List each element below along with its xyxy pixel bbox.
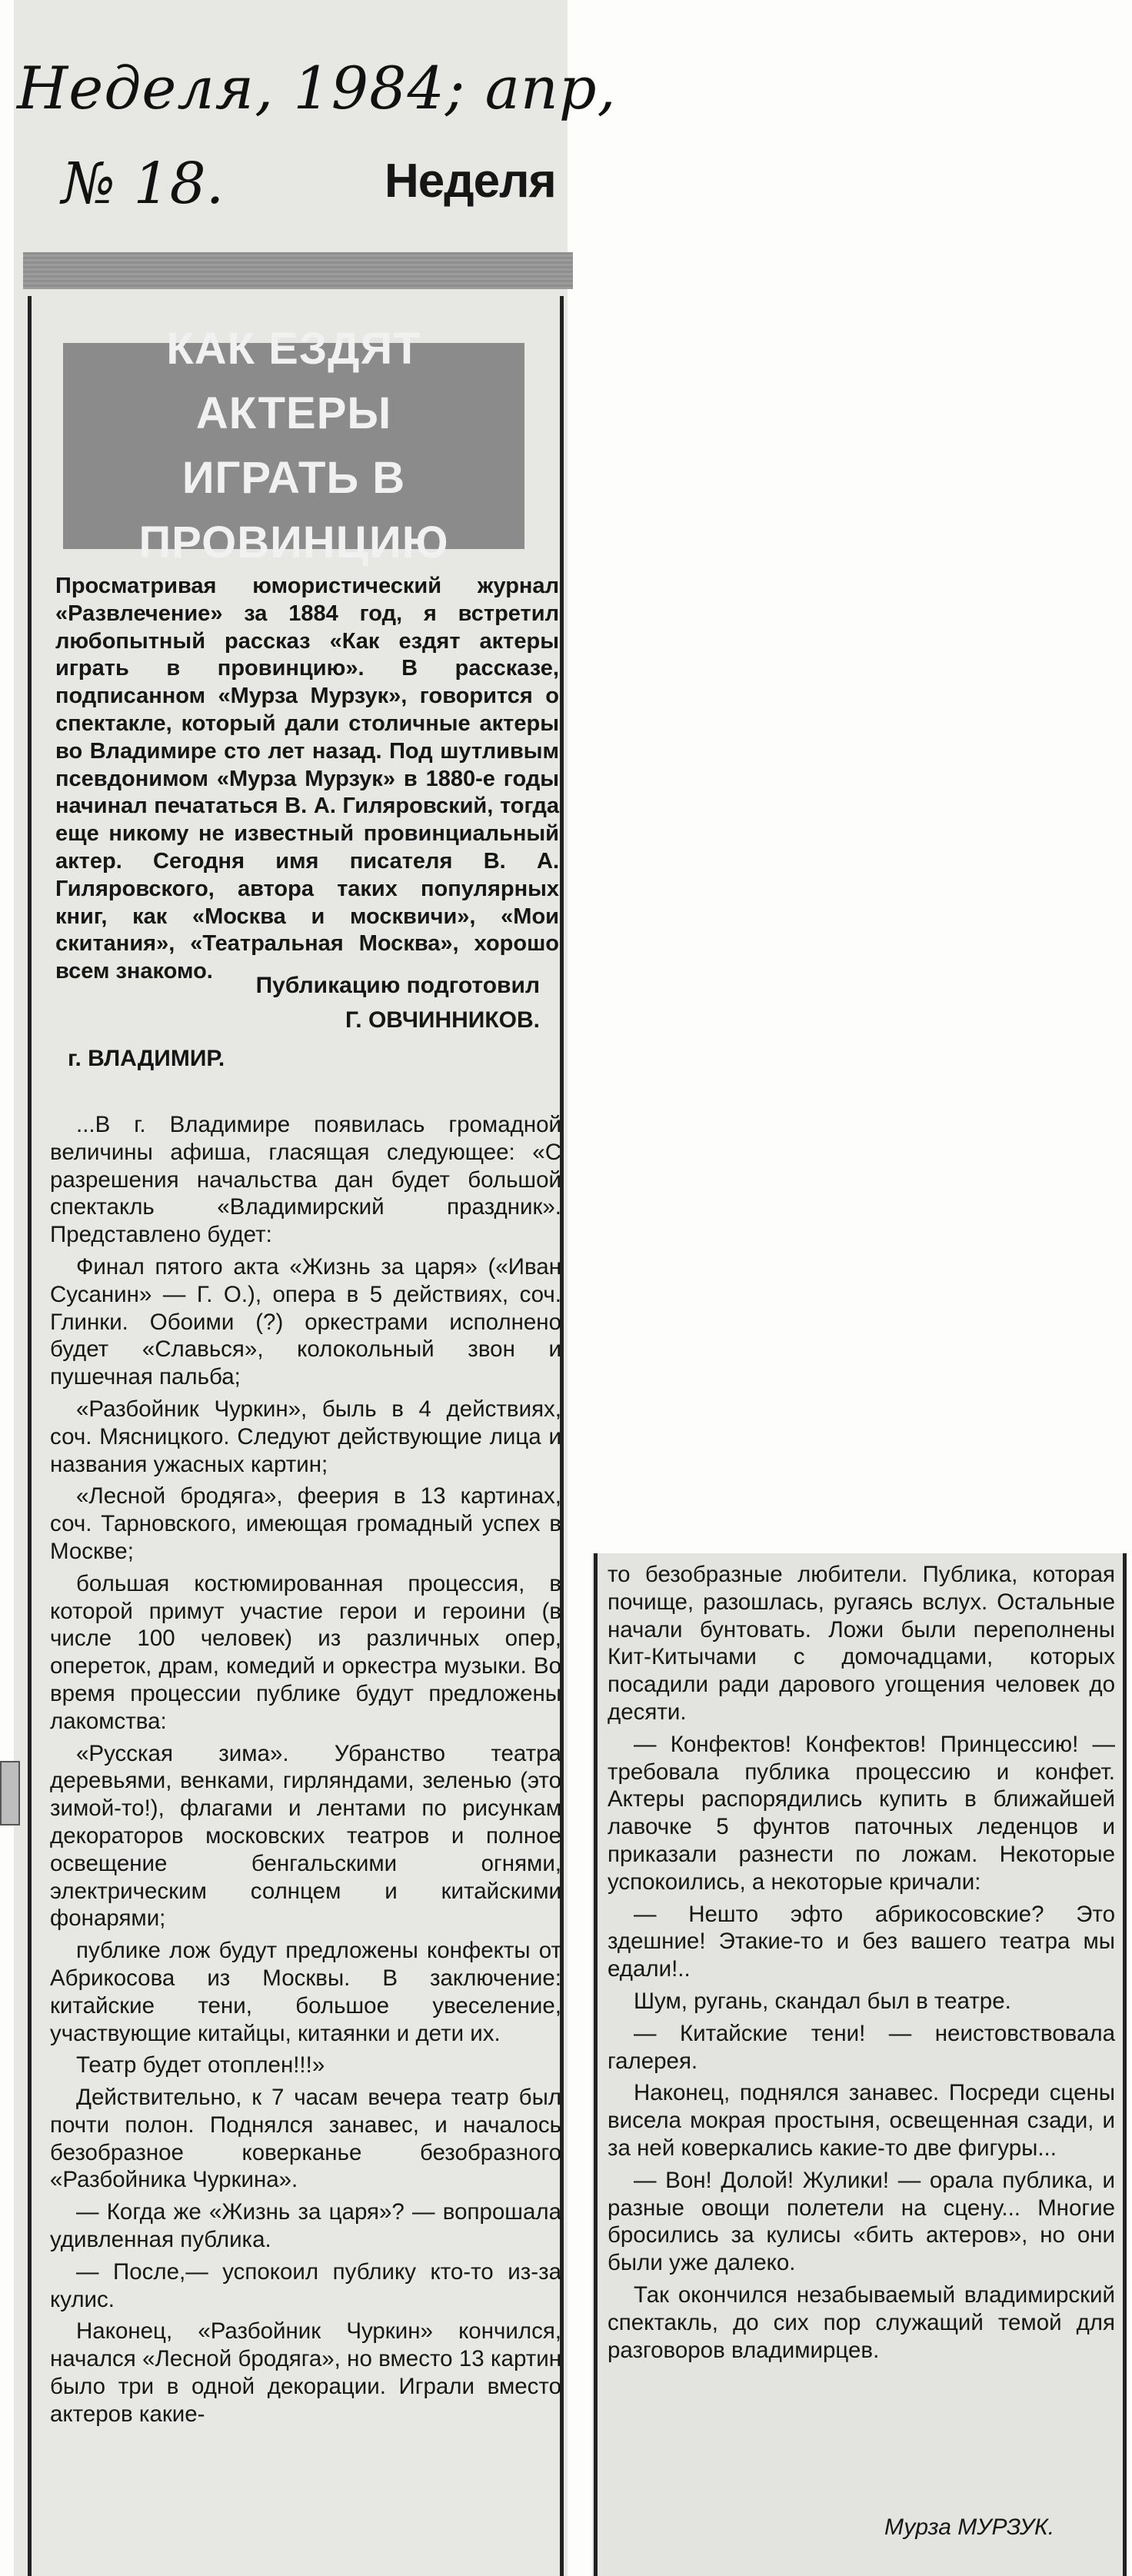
paragraph: — Китайские тени! — неистовствовала галерея. [608,2020,1115,2074]
masthead-band [23,252,573,289]
article-column-2 [608,1561,1115,2368]
paragraph: ...В г. Владимире появилась громадной величины афиша, гласящая следующее: «С разрешения начальства дан будет большой спектакль «Владимирский праздник». Представлено будет: [50,1112,561,1248]
right-edge-rule [1123,1553,1127,2576]
article-column-1 [50,1111,561,2433]
paragraph: то безобразные любители. Публика, которая почище, разошлась, ругаясь вслух. Остальные начали бунтовать. Ложи были переполнены Кит-Китычами с домочадцами, которых посадили ради дарового угощения человек до десяти. [608,1562,1115,1725]
credit-author: Г. ОВЧИННИКОВ. [345,1007,540,1033]
newspaper-masthead: Неделя [385,155,556,208]
paragraph: «Русская зима». Убранство театра деревьями, венками, гирляндами, зеленью (это зимой-то!), флагами и лентами по рисункам декораторов московских театров и полное освещение бенгальскими огнями, электрическим солнцем и китайскими фонарями; [50,1740,561,1932]
paragraph: большая костюмированная процессия, в которой примут участие герои и героини (в числе 100 человек) из различных опер, оперeток, драм, комедий и оркестра музыки. Во время процессии публике будут предложены лакомства: [50,1570,561,1734]
paragraph: публике лож будут предложены конфекты от Абрикосова из Москвы. В заключение: китайские тени, большое увеселение, участвующие китайцы, китаянки и дети их. [50,1938,561,2046]
paragraph: Действительно, к 7 часам вечера театр был почти полон. Поднялся занавес, и началось безобразное коверканье безобразного «Разбойника Чуркина». [50,2085,561,2193]
handwritten-issue: № 18. [62,151,225,217]
paragraph: Шум, ругань, скандал был в театре. [634,1988,1011,2014]
paper-fold [0,1761,20,1825]
paragraph: Театр будет отоплен!!!» [76,2052,325,2078]
paragraph: «Лесной бродяга», феерия в 13 картинах, соч. Тарновского, имеющая громадный успех в Москве; [50,1483,561,1564]
paragraph: — Нешто эфто абрикосовские? Это здешние! Этакие-то и без вашего театра мы едали!.. [608,1901,1115,1982]
paragraph: «Разбойник Чуркин», быль в 4 действиях, соч. Мясницкого. Следуют действующие лица и названия ужасных картин; [50,1396,561,1477]
paragraph: — Конфектов! Конфектов! Принцессию! — требовала публика процессию и конфет. Актеры распорядились купить в ближайшей лавочке 5 фунтов паточных леденцов и приказали разнести по ложам. Некоторые успокоились, а некоторые кричали: [608,1731,1115,1895]
credit-city: г. ВЛАДИМИР. [68,1046,225,1071]
paragraph: Так окончился незабываемый владимирский спектакль, до сих пор служащий темой для разговоров владимирцев. [608,2281,1115,2363]
paragraph: Наконец, «Разбойник Чуркин» кончился, начался «Лесной бродяга», но вместо 13 картин было три в одной декорации. Играли вместо актеров какие- [50,2318,561,2427]
handwritten-source: Неделя, 1984; апр, [17,54,617,122]
title-line-1: КАК ЕЗДЯТ АКТЕРЫ [166,324,421,438]
article-title [63,324,524,567]
paragraph: — Вон! Долой! Жулики! — орала публика, и разные овощи полетели на сцену... Многие бросились за кулисы «бить актеров», но они были уже далеко. [608,2167,1115,2276]
left-rule [28,296,32,2576]
paragraph: Финал пятого акта «Жизнь за царя» («Иван Сусанин» — Г. О.), опера в 5 действиях, соч. Глинки. Обоими (?) оркестрами исполнено будет «Славься», колокольный звон и пушечная пальба; [50,1253,561,1390]
author-signature: Мурза МУРЗУК. [884,2514,1055,2540]
right-col-rule [594,1553,598,2576]
credit-prepared: Публикацию подготовил [255,973,540,998]
paragraph: — После,— успокоил публику кто-то из-за кулис. [50,2258,561,2312]
title-line-2: ИГРАТЬ В ПРОВИНЦИЮ [138,453,449,567]
paragraph: Наконец, поднялся занавес. Посреди сцены висела мокрая простыня, освещенная сзади, и за ней коверкались какие-то две фигуры... [608,2080,1115,2161]
intro-paragraph: Просматривая юмористический журнал «Развлечение» за 1884 год, я встретил любопытный рассказ «Как ездят актеры играть в провинцию». В рассказе, подписанном «Мурза Мурзук», говорится о спектакле, который дали столичные актеры во Владимире сто лет назад. Под шутливым псевдонимом «Мурза Мурзук» в 1880-е годы начинал печататься В. А. Гиляровский, тогда еще никому не известный провинциальный актер. Сегодня имя писателя В. А. Гиляровского, автора таких популярных книг, как «Москва и москвичи», «Мои скитания», «Театральная Москва», хорошо всем знакомо. [55,574,559,984]
paragraph: — Когда же «Жизнь за царя»? — вопрошала удивленная публика. [50,2199,561,2253]
